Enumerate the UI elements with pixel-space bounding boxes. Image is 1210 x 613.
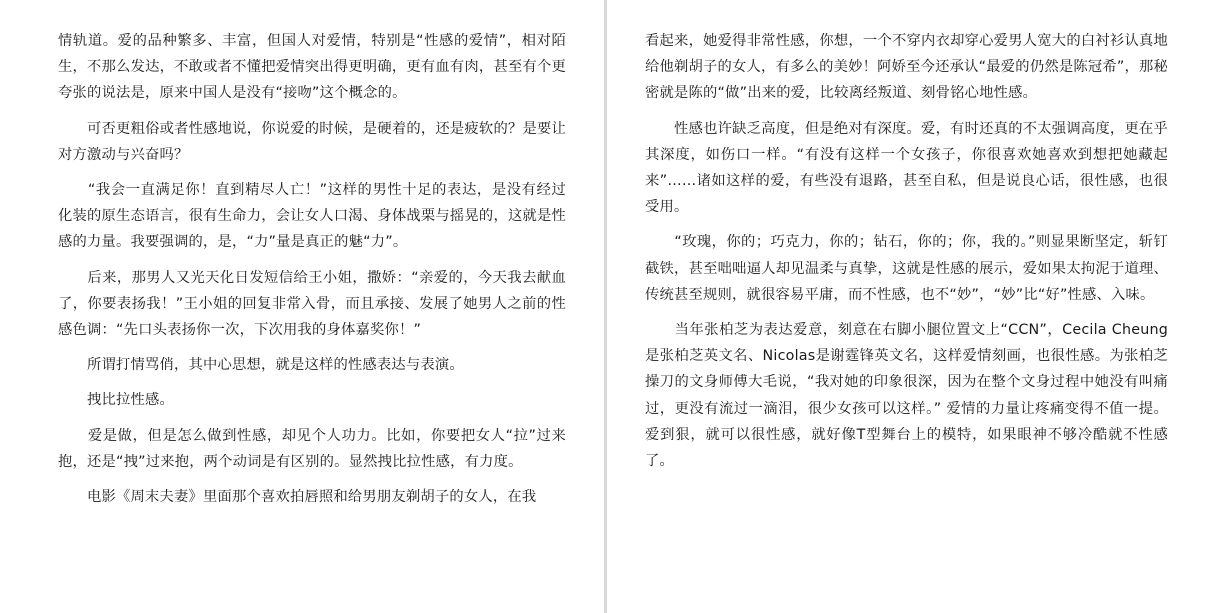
- paragraph: “玫瑰，你的；巧克力，你的；钻石，你的；你，我的。”则显果断坚定，斩钉截铁，甚至咄咄逼人却见温柔与真挚，这就是性感的展示，爱如果太拘泥于道理、传统甚至规则，就很容易平庸，而不性感，也不“妙”，“妙”比“好”性感、入味。: [645, 234, 1168, 303]
- paragraph: 看起来，她爱得非常性感，你想，一个不穿内衣却穿心爱男人宽大的白衬衫认真地给他剃胡子的女人，有多么的美妙！阿娇至今还承认“最爱的仍然是陈冠希”，那秘密就是陈的“做”出来的爱，比较离经叛道、刻骨铭心地性感。: [645, 33, 1168, 102]
- paragraph: 当年张柏芝为表达爱意，刻意在右脚小腿位置文上“CCN”，Cecila Cheung是张柏芝英文名、Nicolas是谢霆锋英文名，这样爱情刻画，也很性感。为张柏芝操刀的文身师傅大毛说，“我对她的印象很深，因为在整个文身过程中她没有叫痛过，更没有流过一滴泪，很少女孩可以这样。” 爱情的力量让疼痛变得不值一提。爱到狠，就可以很性感，就好像T型舞台上的模特，如果眼神不够冷酷就不性感了。: [645, 322, 1168, 470]
- paragraph: 可否更粗俗或者性感地说，你说爱的时候，是硬着的，还是疲软的？是要让对方激动与兴奋吗？: [58, 120, 566, 163]
- paragraph: 情轨道。爱的品种繁多、丰富，但国人对爱情，特别是“性感的爱情”，相对陌生，不那么发达，不敢或者不懂把爱情突出得更明确，更有血有肉，甚至有个更夸张的说法是，原来中国人是没有“接吻”这个概念的。: [58, 33, 566, 102]
- paragraph: 电影《周末夫妻》里面那个喜欢拍唇照和给男朋友剃胡子的女人，在我: [58, 489, 537, 506]
- right-page: [607, 0, 1210, 613]
- paragraph: 性感也许缺乏高度，但是绝对有深度。爱，有时还真的不太强调高度，更在乎其深度，如伤口一样。“有没有这样一个女孩子，你很喜欢她喜欢到想把她藏起来”……诸如这样的爱，有些没有退路，甚至自私，但是说良心话，很性感，也很受用。: [645, 120, 1168, 216]
- paragraph: 所谓打情骂俏，其中心思想，就是这样的性感表达与表演。: [58, 357, 464, 374]
- paragraph: 后来，那男人又光天化日发短信给王小姐，撒娇：“亲爱的，今天我去献血了，你要表扬我！”王小姐的回复非常入骨，而且承接、发展了她男人之前的性感色调：“先口头表扬你一次，下次用我的身体嘉奖你！”: [58, 269, 566, 339]
- paragraph: 爱是做，但是怎么做到性感，却见个人功力。比如，你要把女人“拉”过来抱，还是“拽”过来抱，两个动词是有区别的。显然拽比拉性感，有力度。: [58, 427, 566, 470]
- paragraph: “我会一直满足你！直到精尽人亡！”这样的男性十足的表达，是没有经过化装的原生态语言，很有生命力，会让女人口渴、身体战栗与摇晃的，这就是性感的力量。我要强调的，是，“力”量是真正的魅“力”。: [58, 182, 566, 251]
- left-page: [0, 0, 604, 613]
- paragraph: 拽比拉性感。: [58, 392, 174, 409]
